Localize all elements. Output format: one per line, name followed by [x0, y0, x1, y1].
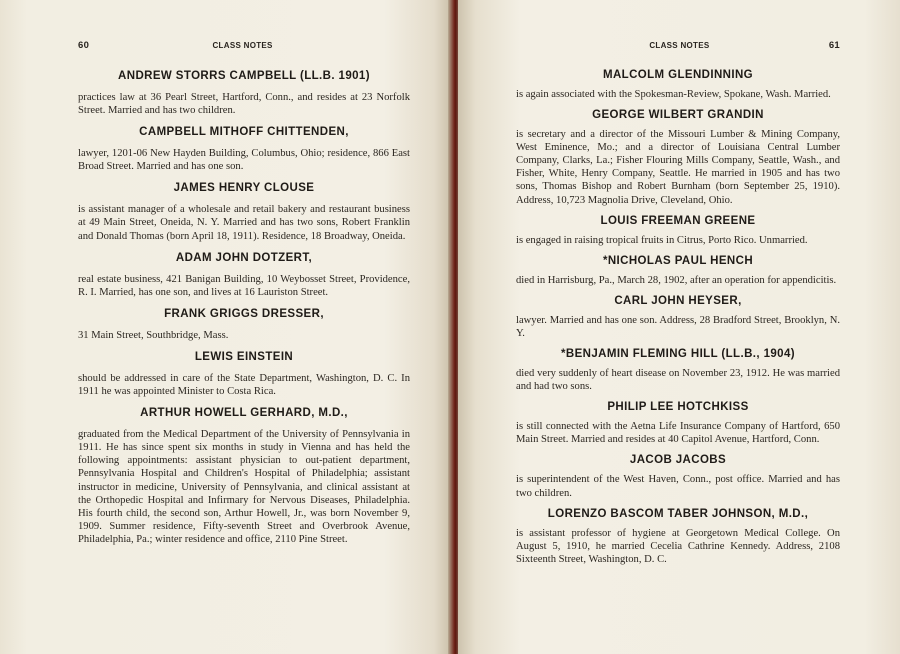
entry-name: JACOB JACOBS [629, 454, 727, 467]
entry-text: lawyer, 1201-06 New Hayden Building, Columbus, Ohio; residence, 866 East Broad Street. Married and has one son. [78, 148, 410, 173]
entry-name: LORENZO BASCOM TABER JOHNSON, M.D., [547, 507, 809, 520]
entry-name: ANDREW STORRS CAMPBELL (LL.B. 1901) [118, 70, 370, 82]
entry-text: is engaged in raising tropical fruits in Citrus, Porto Rico. Unmarried. [516, 234, 808, 246]
entry-text: is again associated with the Spokesman-Review, Spokane, Wash. Married. [516, 89, 831, 100]
right-page [458, 0, 900, 654]
entry-text: graduated from the Medical Department of the University of Pennsylvania in 1911. He has since spent six months in study in Vienna and has held the following appointments: assistant physician to out-patient department, Pennsylvania Hospital and Children's Hospital of Philadelphia; assistant instructor in medicine, University of Pennsylvania, and clinical assistant at the Orthopedic Hospital and Infirmary for Nervous Diseases, Philadelphia. His fourth child, the second son, Arthur Howell, Jr., was born November 9, 1909. Summer residence, Fifty-seventh Street and Overbrook Avenue, Philadelphia, Pa.; winter residence and office, 2110 Pine Street. [78, 429, 410, 545]
entry-name: LOUIS FREEMAN GREENE [600, 214, 756, 227]
entry-text: should be addressed in care of the State Department, Washington, D. C. In 1911 he was appointed Minister to Costa Rica. [78, 372, 410, 398]
entry-name: MALCOLM GLENDINNING [602, 69, 754, 81]
entry-text: lawyer. Married and has one son. Address, 28 Bradford Street, Brooklyn, N. Y. [516, 314, 840, 339]
entry-text: practices law at 36 Pearl Street, Hartford, Conn., and resides at 23 Norfolk Street. Married and has two children. [78, 92, 410, 117]
entry-name: FRANK GRIGGS DRESSER, [164, 307, 324, 320]
page-number: 60 [78, 40, 90, 51]
entry-text: died very suddenly of heart disease on November 23, 1912. He was married and had two sons. [516, 368, 840, 393]
entry-name: ARTHUR HOWELL GERHARD, M.D., [140, 407, 348, 420]
entry-text: real estate business, 421 Banigan Building, 10 Weybosset Street, Providence, R. I. Married, has one son, and lives at 16 Lauriston Street. [78, 273, 410, 298]
entry-text: is superintendent of the West Haven, Conn., post office. Married and has two children. [516, 474, 840, 499]
entry-name: CARL JOHN HEYSER, [614, 294, 742, 307]
running-head: CLASS NOTES [212, 41, 273, 50]
entry-name: *NICHOLAS PAUL HENCH [602, 254, 754, 267]
entry-text: is assistant manager of a wholesale and retail bakery and restaurant business at 49 Main Street, Oneida, N. Y. Married and has two sons, Robert Franklin and Donald Thomas (born April 18, 1911). Residence, 18 Broadway, Oneida. [78, 204, 410, 242]
right-page-header [516, 40, 840, 66]
entry-name: *BENJAMIN FLEMING HILL (LL.B., 1904) [561, 348, 795, 361]
entry-name: CAMPBELL MITHOFF CHITTENDEN, [139, 126, 349, 139]
running-head: CLASS NOTES [649, 41, 710, 50]
page-number: 61 [828, 40, 840, 51]
entry-name: PHILIP LEE HOTCHKISS [607, 401, 749, 414]
entry-text: is secretary and a director of the Missouri Lumber & Mining Company, West Eminence, Mo.; and a director of Louisiana Central Lumber Company, Clarks, La.; Fisher Flouring Mills Company, Seattle, Wash., and Fisher, White, Henry Company, Seattle. He married in 1905 and has two sons, Thomas Bishop and Robert Burnham (born September 25, 1910). Address, 10,723 Magnolia Drive, Cleveland, Ohio. [516, 129, 840, 206]
entry-name: LEWIS EINSTEIN [194, 350, 294, 363]
entry-text: is still connected with the Aetna Life Insurance Company of Hartford, 650 Main Street. Married and resides at 40 Capitol Avenue, Hartford, Conn. [516, 421, 840, 446]
entry-text: is assistant professor of hygiene at Georgetown Medical College. On August 5, 1910, he married Cecelia Cathrine Kennedy. Address, 2108 Sixteenth Street, Washington, D. C. [516, 527, 840, 565]
entry-text: died in Harrisburg, Pa., March 28, 1902, after an operation for appendicitis. [516, 274, 837, 286]
entry-name: GEORGE WILBERT GRANDIN [592, 109, 764, 122]
entry-name: ADAM JOHN DOTZERT, [175, 251, 313, 264]
entry-name: JAMES HENRY CLOUSE [173, 182, 315, 195]
entry-text: 31 Main Street, Southbridge, Mass. [78, 329, 229, 341]
left-page-header [78, 40, 410, 66]
